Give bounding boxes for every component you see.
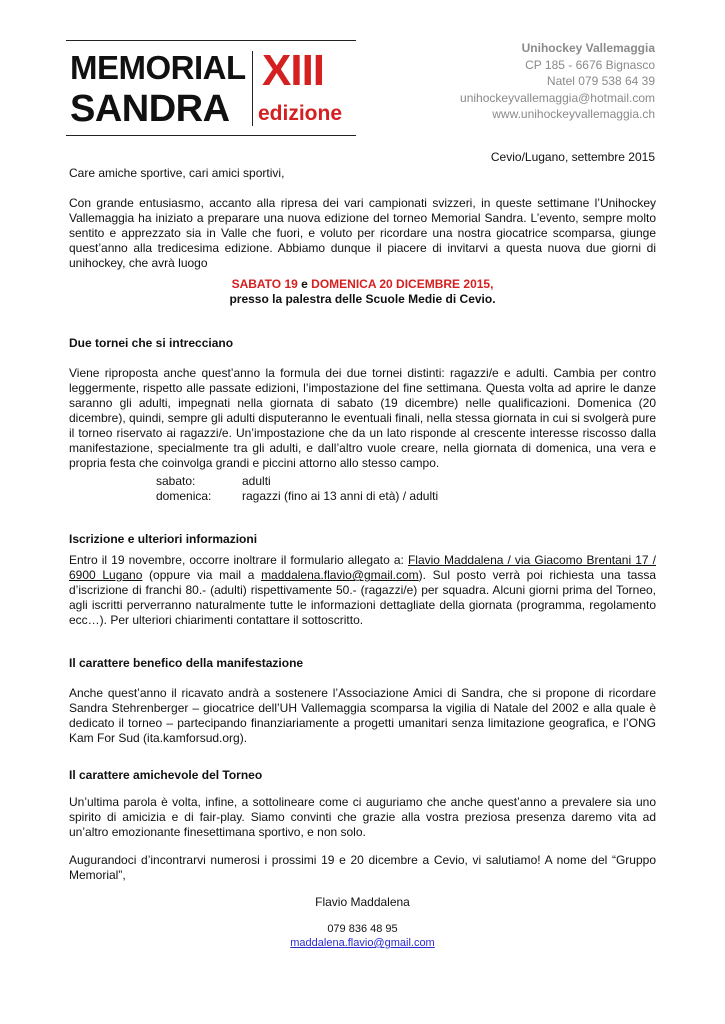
club-phone: Natel 079 538 64 39 — [546, 74, 655, 88]
section2-body — [69, 553, 656, 628]
signature-email-wrap — [69, 936, 656, 951]
section1-body: Viene riproposta anche quest’anno la formula dei due tornei distinti: ragazzi/e e adulti. Cambia per contro leggermente, rispetto alle passate edizioni, l’impostazione del fine settimana. Questa volta ad aprire le danze saranno gli adulti, impegnati nella giornata di sabato (19 dicembre) nelle qualificazioni. Domenica (20 dicembre), quindi, sempre gli adulti disputeranno le eventuali finali, nella stessa giornata in cui si svolgerà pure il torneo riservato ai ragazzi/e. Un’impostazione che da un lato risponde al crescente interesse riscosso dalla manifestazione, specialmente tra gli adulti, e dall’altro vuole creare, nella giornata di domenica, una vera e propria festa che coinvolga grandi e piccini attorno allo stesso campo. — [69, 366, 656, 470]
logo-word-sandra: SANDRA — [70, 88, 230, 130]
schedule-who: adulti — [242, 474, 271, 488]
registration-email-link[interactable]: maddalena.flavio@gmail.com — [261, 568, 419, 582]
signature-name: Flavio Maddalena — [315, 895, 410, 909]
date-line: Cevio/Lugano, settembre 2015 — [490, 150, 655, 164]
event-place: presso la palestra delle Scuole Medie di Cevio. — [229, 292, 496, 306]
event-day1: SABATO 19 — [231, 277, 298, 291]
event-dates — [69, 277, 656, 292]
schedule-row — [156, 474, 438, 489]
logo-top-rule — [66, 40, 356, 41]
section2-post: ). Sul posto verrà poi richiesta una tassa d’iscrizione di franchi 80.- (adulti) rispettivamente 50.- (ragazzi/e) per squadra. Alcuni giorni prima del Torneo, agli iscritti perverranno naturalmente tutte le informazioni dettagliate della giornata (programma, regolamento ecc…). Per ulteriori chiarimenti contattare il sottoscritto. — [69, 568, 657, 627]
section3-title: Il carattere benefico della manifestazione — [69, 656, 304, 670]
club-website[interactable]: www.unihockeyvallemaggia.ch — [492, 107, 655, 121]
club-email[interactable]: unihockeyvallemaggia@hotmail.com — [460, 90, 655, 105]
section4-body: Un’ultima parola è volta, infine, a sottolineare come ci auguriamo che anche quest’anno a prevalere sia uno spirito di amicizia e di fair-play. Siamo convinti che grazie alla vostra preziosa presenza daremo vita ad un’altro emozionante finesettimana sportivo, e non solo. — [69, 795, 656, 839]
memorial-logo — [66, 38, 356, 138]
registration-address[interactable]: Flavio Maddalena / via Giacomo Brentani 17 / 6900 Lugano — [69, 553, 656, 582]
signature-email-link[interactable]: maddalena.flavio@gmail.com — [290, 937, 435, 949]
club-contact-block — [460, 40, 655, 123]
section1-title: Due tornei che si intrecciano — [69, 336, 234, 350]
logo-bottom-rule — [66, 135, 356, 136]
schedule-day: sabato: — [156, 474, 196, 488]
schedule-who: ragazzi (fino ai 13 anni di età) / adulti — [242, 489, 439, 503]
event-conj: e — [297, 277, 312, 291]
signature-phone: 079 836 48 95 — [327, 923, 398, 935]
schedule-row — [156, 489, 438, 504]
schedule — [156, 474, 438, 504]
club-name: Unihockey Vallemaggia — [521, 41, 655, 55]
section4-title: Il carattere amichevole del Torneo — [69, 768, 263, 782]
section3-body: Anche quest’anno il ricavato andrà a sostenere l’Associazione Amici di Sandra, che si propone di ricordare Sandra Stehrenberger – giocatrice dell’UH Vallemaggia scomparsa la vigilia di Natale del 2002 e alla quale è dedicato il torneo – partecipando finanziariamente a progetti umanitari senza limitazione geografica, e l’ONG Kam For Sud (ita.kamforsud.org). — [69, 686, 656, 745]
club-address: CP 185 - 6676 Bignasco — [525, 57, 655, 72]
logo-edition-number: XIII — [262, 46, 325, 95]
logo-divider — [252, 51, 253, 126]
closing-paragraph: Augurandoci d’incontrarvi numerosi i prossimi 19 e 20 dicembre a Cevio, vi salutiamo! A nome del “Gruppo Memorial”, — [69, 853, 656, 882]
logo-edition-word: edizione — [258, 102, 343, 125]
greeting: Care amiche sportive, cari amici sportivi, — [69, 166, 285, 180]
section2-title: Iscrizione e ulteriori informazioni — [69, 532, 258, 546]
logo-word-memorial: MEMORIAL — [70, 49, 246, 86]
section2-mid: (oppure via mail a — [142, 568, 262, 582]
schedule-day: domenica: — [156, 489, 212, 503]
section2-pre: Entro il 19 novembre, occorre inoltrare il formulario allegato a: — [69, 553, 408, 567]
event-day2: DOMENICA 20 DICEMBRE 2015, — [311, 277, 494, 291]
intro-paragraph: Con grande entusiasmo, accanto alla ripresa dei vari campionati svizzeri, in queste settimane l’Unihockey Vallemaggia ha iniziato a preparare una nuova edizione del torneo Memorial Sandra. L’evento, sempre molto sentito e apprezzato sia in Valle che fuori, e voluto per ricordare una nostra giocatrice scomparsa, giunge quest’anno alla tredicesima edizione. Abbiamo dunque il piacere di invitarvi a questa nuova due giorni di unihockey, che avrà luogo — [69, 196, 656, 270]
